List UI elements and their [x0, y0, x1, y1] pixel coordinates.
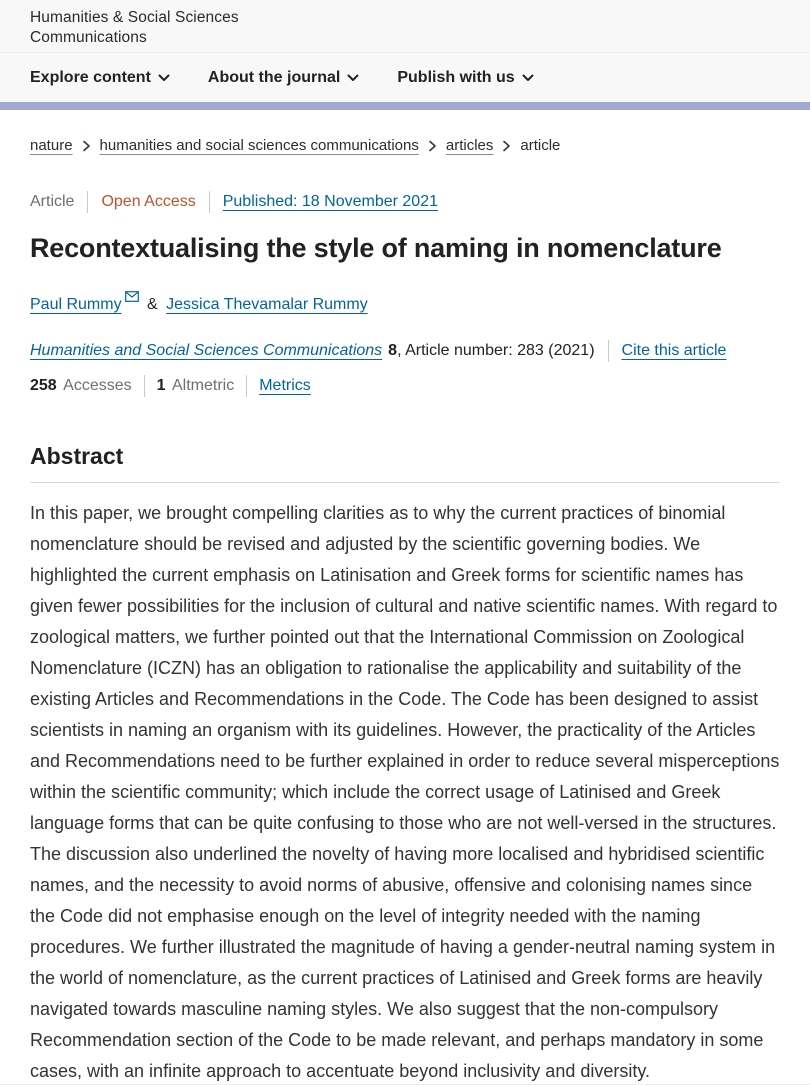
chevron-down-icon	[347, 69, 359, 87]
breadcrumb-journal[interactable]: humanities and social sciences communications	[99, 137, 419, 154]
journal-title-logo[interactable]: Humanities & Social Sciences Communications	[30, 9, 239, 46]
volume-number: 8	[388, 342, 398, 359]
primary-nav	[0, 53, 810, 102]
nav-publish-with-us[interactable]	[397, 69, 533, 87]
vertical-divider	[608, 340, 609, 362]
citation-text	[30, 342, 595, 360]
authors-separator: &	[147, 296, 158, 313]
chevron-right-icon	[502, 140, 511, 152]
author-link-jessica-rummy[interactable]: Jessica Thevamalar Rummy	[166, 296, 368, 313]
published-date-link[interactable]: Published: 18 November 2021	[222, 193, 438, 210]
citation-line	[30, 340, 780, 362]
abstract-text: In this paper, we brought compelling clarities as to why the current practices of binomial nomenclature should be revised and adjusted by the scientific governing bodies. We highlighted the current emphasis on Latinisation and Greek forms for scientific names has given fewer possibilities for the inclusion of cultural and native scientific names. With regard to zoological matters, we further pointed out that the International Commission on Zoological Nomenclature (ICZN) has an obligation to rationalise the applicability and suitability of the existing Articles and Recommendations in the Code. The Code has been designed to assist scientists in naming an organism with its guidelines. However, the practicality of the Articles and Recommendations need to be further explained in order to reduce several misperceptions within the scientific community; which include the correct usage of Latinised and Greek language forms that can be quite confusing to those who are not well-versed in the structures. The discussion also underlined the novelty of having more localised and hybridised scientific names, and the necessity to avoid norms of abusive, offensive and colonising names since the Code did not emphasise enough on the level of integrity needed with the naming procedures. We further illustrated the magnitude of having a gender-neutral naming system in the world of nomenclature, as the current practices of Latinised and Greek forms are heavily navigated towards masculine naming styles. We also suggest that the non-compulsory Recommendation section of the Code to be made relevant, and perhaps mandatory in some cases, with an infinite approach to accentuate beyond inclusivity and diversity.	[30, 503, 780, 1081]
journal-logo-row	[0, 0, 810, 53]
accesses-metric	[30, 377, 132, 395]
cite-this-article-link[interactable]: Cite this article	[621, 342, 727, 359]
abstract-heading: Abstract	[30, 443, 780, 483]
envelope-icon[interactable]	[125, 289, 139, 306]
vertical-divider	[246, 375, 247, 397]
altmetric-label: Altmetric	[171, 377, 235, 394]
breadcrumb-article-current: article	[520, 137, 561, 154]
chevron-right-icon	[82, 140, 91, 152]
nav-explore-content[interactable]	[30, 69, 170, 87]
nav-about-the-journal-label: About the journal	[207, 68, 341, 86]
breadcrumb-nature[interactable]: nature	[30, 137, 73, 154]
author-link-paul-rummy[interactable]: Paul Rummy	[30, 296, 122, 313]
altmetric-count: 1	[156, 377, 166, 394]
journal-link[interactable]: Humanities and Social Sciences Communications	[30, 342, 383, 359]
site-header	[0, 0, 810, 110]
metrics-link[interactable]: Metrics	[259, 377, 311, 394]
chevron-down-icon	[158, 69, 170, 87]
article-type-label: Article	[30, 193, 75, 210]
nav-explore-content-label: Explore content	[30, 68, 151, 86]
breadcrumb	[30, 137, 780, 154]
nav-about-the-journal[interactable]	[208, 69, 359, 87]
chevron-right-icon	[428, 140, 437, 152]
article-number-text: , Article number: 283 (2021)	[397, 342, 595, 359]
header-accent-bar	[0, 102, 810, 110]
authors-line	[30, 289, 780, 314]
open-access-label: Open Access	[101, 193, 196, 210]
vertical-divider	[209, 191, 210, 213]
vertical-divider	[144, 375, 145, 397]
metrics-line	[30, 375, 780, 397]
chevron-down-icon	[522, 69, 534, 87]
altmetric-metric	[157, 377, 235, 395]
vertical-divider	[87, 191, 88, 213]
article-title: Recontextualising the style of naming in nomenclature	[30, 233, 722, 263]
abstract-section	[30, 443, 780, 1085]
accesses-count: 258	[30, 377, 57, 394]
main-content	[0, 137, 810, 1085]
article-meta-row	[30, 191, 780, 213]
breadcrumb-articles[interactable]: articles	[445, 137, 494, 154]
nav-publish-with-us-label: Publish with us	[397, 68, 515, 86]
accesses-label: Accesses	[63, 377, 132, 394]
